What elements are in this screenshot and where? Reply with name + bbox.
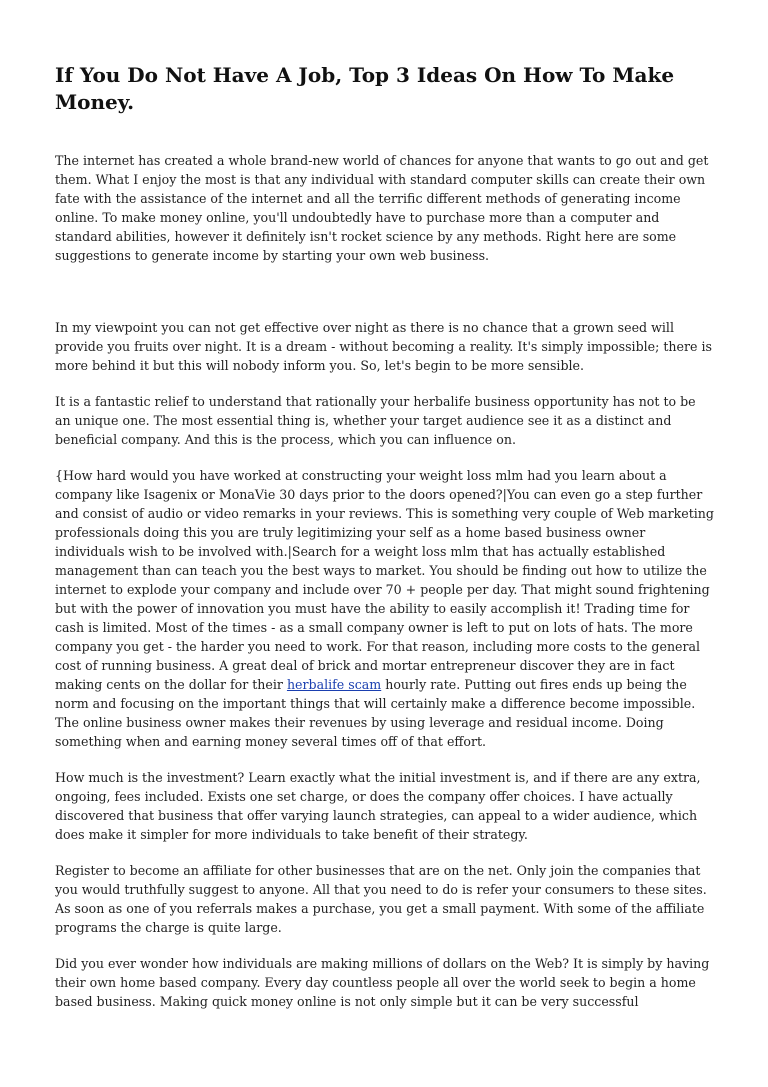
- paragraph-home-business: Did you ever wonder how individuals are making millions of dollars on the Web? It is simply by having their own home based company. Every day countless people all over the world seek to begin a home based business. Making quick money online is not only simple but it can be very successful: [55, 956, 710, 1009]
- document-page: [55, 62, 715, 1028]
- paragraph-investment: How much is the investment? Learn exactly what the initial investment is, and if there are any extra, ongoing, fees included. Exists one set charge, or does the company offer choices. I have actually discovered that business that offer varying launch strategies, can appeal to a wider audience, which does make it simpler for more individuals to take benefit of their strategy.: [55, 770, 701, 842]
- paragraph-affiliate: Register to become an affiliate for other businesses that are on the net. Only join the companies that you would truthfully suggest to anyone. All that you need to do is refer your consumers to these sites. As soon as one of you referrals makes a purchase, you get a small payment. With some of the affiliate programs the charge is quite large.: [55, 863, 707, 935]
- page-title: If You Do Not Have A Job, Top 3 Ideas On How To Make Money.: [55, 63, 675, 114]
- paragraph-text-after-link: hourly rate. Putting out fires ends up being the norm and focusing on the important things that will certainly make a difference become impossible. The online business owner makes their revenues by using leverage and residual income. Doing something when and earning money several times off of that effort.: [55, 677, 696, 749]
- paragraph-relief: It is a fantastic relief to understand that rationally your herbalife business opportunity has not to be an unique one. The most essential thing is, whether your target audience see it as a distinct and beneficial company. And this is the process, which you can influence on.: [55, 394, 696, 447]
- paragraph-text-before-link: {How hard would you have worked at constructing your weight loss mlm had you learn about a company like Isagenix or MonaVie 30 days prior to the doors opened?|You can even go a step further and consist of audio or video remarks in your reviews. This is something very couple of Web marketing professionals doing this you are truly legitimizing your self as a home based business owner individuals wish to be involved with.|Search for a weight loss mlm that has actually established management than can teach you the best ways to market. You should be finding out how to utilize the internet to explode your company and include over 70 + people per day. That might sound frightening but with the power of innovation you must have the ability to easily accomplish it! Trading time for cash is limited. Most of the times - as a small company owner is left to put on lots of hats. The more company you get - the harder you need to work. For that reason, including more costs to the general cost of running business. A great deal of brick and mortar entrepreneur discover they are in fact making cents on the dollar for their: [55, 468, 714, 692]
- paragraph-intro: The internet has created a whole brand-new world of chances for anyone that wants to go out and get them. What I enjoy the most is that any individual with standard computer skills can create their own fate with the assistance of the internet and all the terrific different methods of generating income online. To make money online, you'll undoubtedly have to purchase more than a computer and standard abilities, however it definitely isn't rocket science by any methods. Right here are some suggestions to generate income by starting your own web business.: [55, 153, 709, 263]
- herbalife-scam-link[interactable]: herbalife scam: [286, 677, 382, 692]
- paragraph-weight-loss-mlm: [55, 466, 715, 751]
- paragraph-viewpoint: In my viewpoint you can not get effective over night as there is no chance that a grown seed will provide you fruits over night. It is a dream - without becoming a reality. It's simply impossible; there is more behind it but this will nobody inform you. So, let's begin to be more sensible.: [55, 320, 712, 373]
